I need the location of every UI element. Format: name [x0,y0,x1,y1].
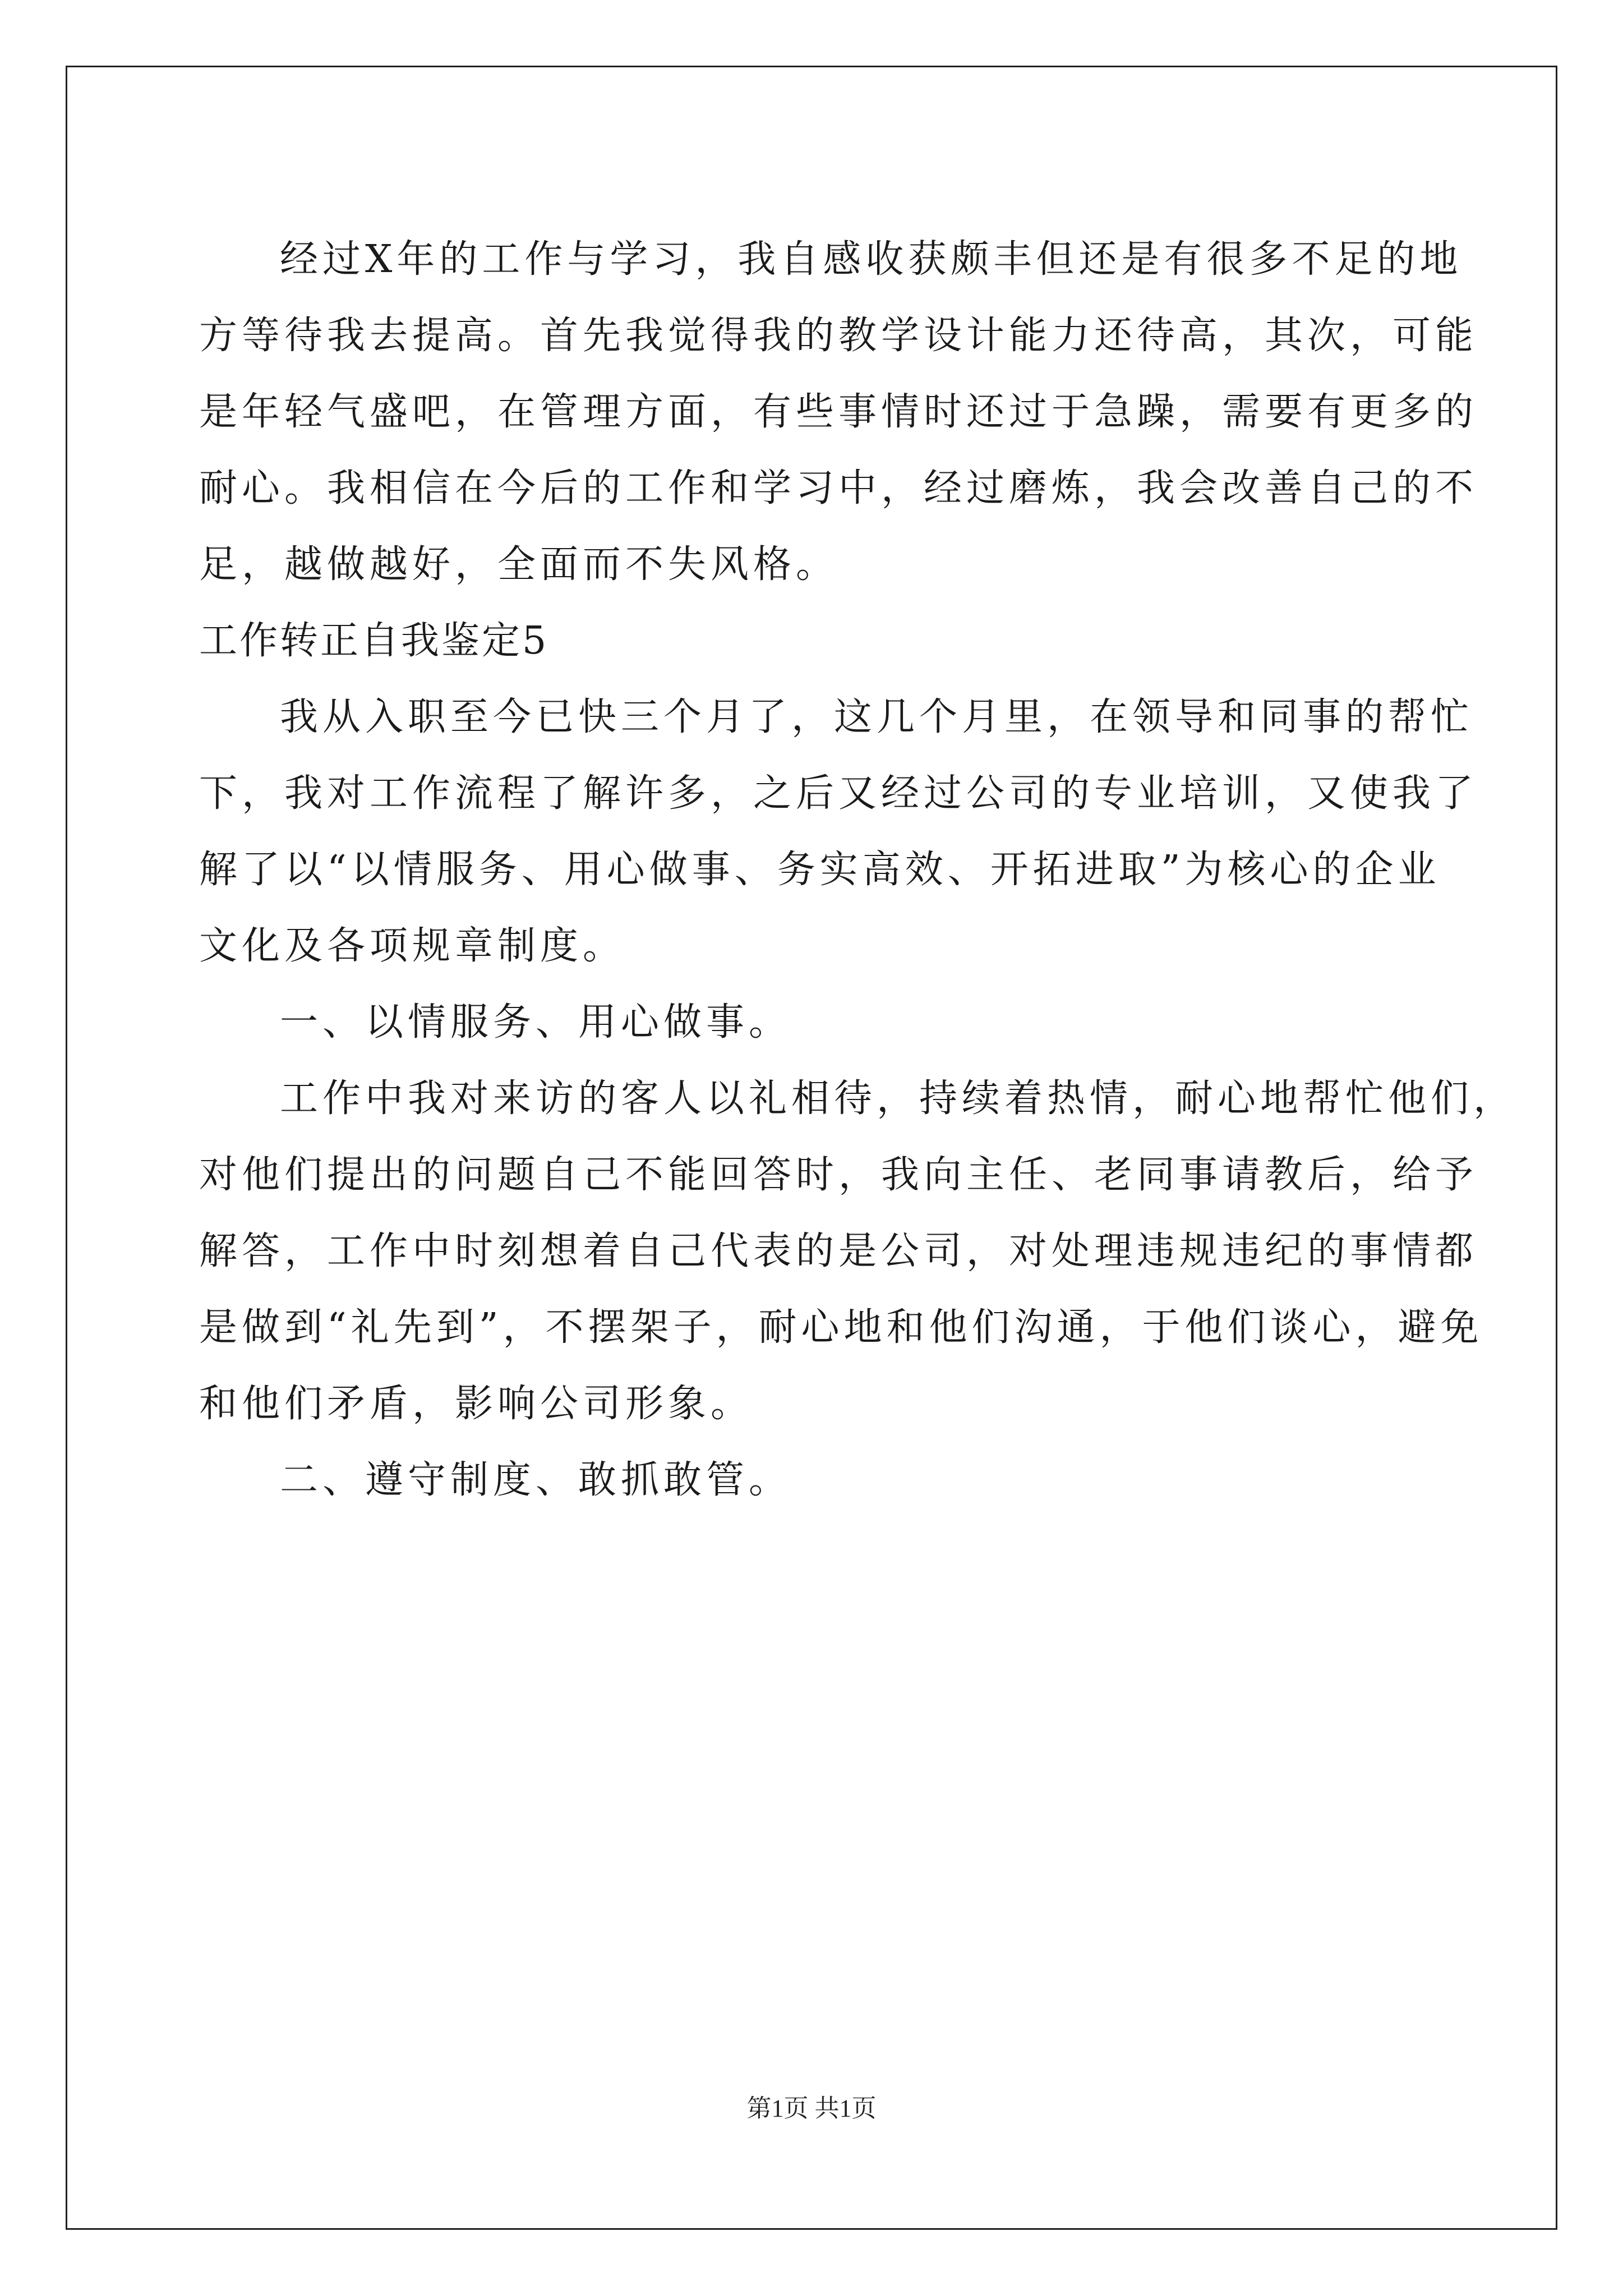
document-body [199,222,1516,1519]
paragraph-line: 和他们矛盾，影响公司形象。 [199,1382,754,1426]
page-footer: 第1页 共1页 [746,2095,877,2122]
paragraph-line: 解了以“以情服务、用心做事、务实高效、开拓进取”为核心的企业 [199,848,1441,892]
paragraph-line: 解答，工作中时刻想着自己代表的是公司，对处理违规违纪的事情都 [199,1229,1478,1273]
paragraph-line: 我从入职至今已快三个月了，这几个月里，在领导和同事的帮忙 [280,695,1474,739]
paragraph-line: 对他们提出的问题自己不能回答时，我向主任、老同事请教后，给予 [199,1153,1478,1197]
paragraph-line: 下，我对工作流程了解许多，之后又经过公司的专业培训，又使我了 [199,771,1478,816]
subsection-heading: 二、遵守制度、敢抓敢管。 [280,1458,792,1502]
paragraph-line: 是做到“礼先到”，不摆架子，耐心地和他们沟通，于他们谈心，避免 [199,1305,1483,1350]
paragraph-line: 是年轻气盛吧，在管理方面，有些事情时还过于急躁，需要有更多的 [199,390,1478,434]
paragraph-line: 经过X年的工作与学习，我自感收获颇丰但还是有很多不足的地 [280,237,1463,282]
paragraph-line: 文化及各项规章制度。 [199,924,626,968]
subsection-heading: 一、以情服务、用心做事。 [280,1000,792,1045]
paragraph-line: 耐心。我相信在今后的工作和学习中，经过磨炼，我会改善自己的不 [199,466,1478,510]
paragraph-line: 方等待我去提高。首先我觉得我的教学设计能力还待高，其次，可能 [199,314,1478,358]
paragraph-line: 足，越做越好，全面而不失风格。 [199,542,839,587]
section-heading: 工作转正自我鉴定5 [199,619,549,663]
paragraph-line: 工作中我对来访的客人以礼相待，持续着热情，耐心地帮忙他们， [280,1076,1516,1121]
